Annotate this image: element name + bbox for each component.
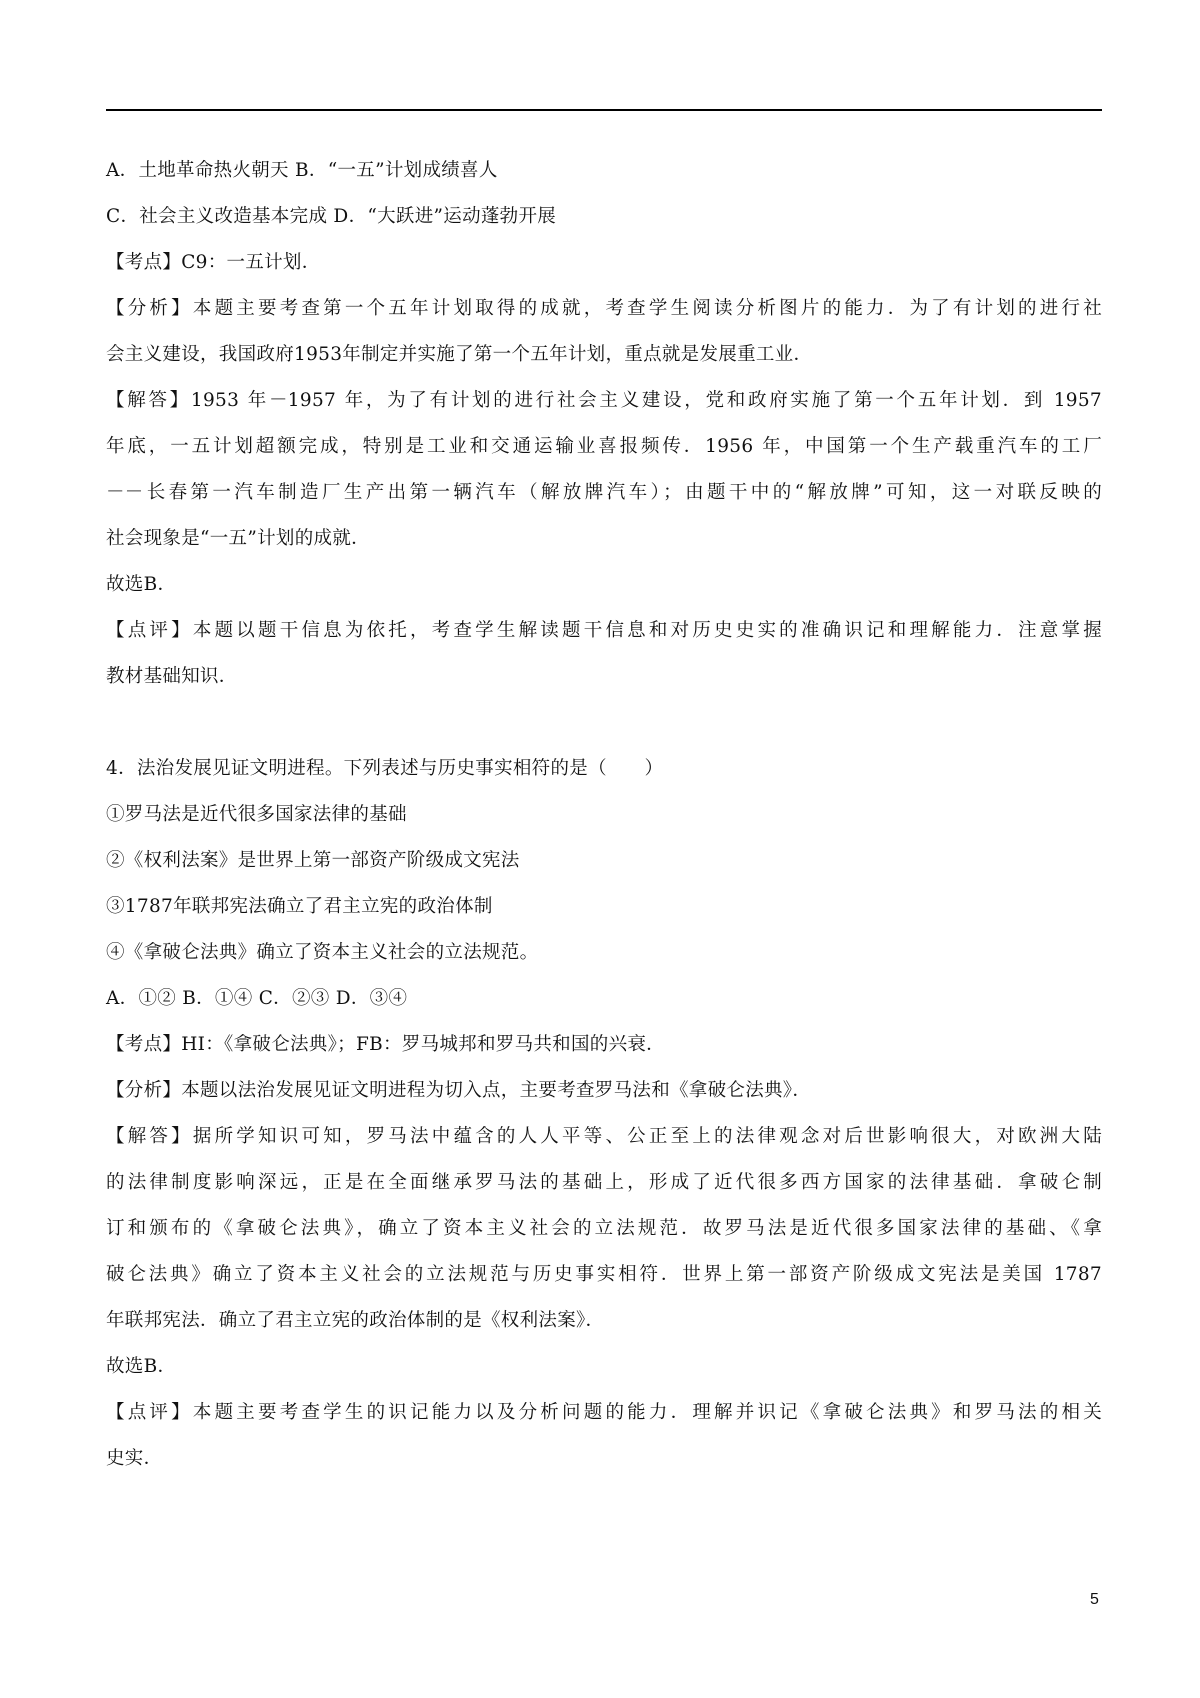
q4-dianping-line-2: 史实． — [106, 1448, 163, 1469]
q3-option-line-ab: A．土地革命热火朝天 B．“一五”计划成绩喜人 — [106, 160, 498, 181]
q4-fenxi: 【分析】本题以法治发展见证文明进程为切入点，主要考查罗马法和《拿破仑法典》． — [106, 1080, 812, 1101]
q3-fenxi-line-2: 会主义建设，我国政府1953年制定并实施了第一个五年计划，重点就是发展重工业． — [106, 344, 813, 365]
q4-statement-4: ④《拿破仑法典》确立了资本主义社会的立法规范。 — [106, 942, 539, 963]
header-rule — [106, 109, 1102, 111]
q3-jieda-line-3: －－长春第一汽车制造厂生产出第一辆汽车（解放牌汽车）；由题干中的“解放牌”可知，这一对联反映的 — [106, 482, 1102, 503]
q4-kaodian: 【考点】HI：《拿破仑法典》；FB：罗马城邦和罗马共和国的兴衰． — [106, 1034, 665, 1055]
q3-kaodian: 【考点】C9：一五计划． — [106, 252, 321, 273]
q4-jieda-line-5: 年联邦宪法．确立了君主立宪的政治体制的是《权利法案》． — [106, 1310, 605, 1331]
q4-jieda-line-3: 订和颁布的《拿破仑法典》，确立了资本主义社会的立法规范．故罗马法是近代很多国家法律的基础、《拿 — [106, 1218, 1102, 1239]
q3-dianping-line-2: 教材基础知识． — [106, 666, 238, 687]
q4-jieda-line-4: 破仑法典》确立了资本主义社会的立法规范与历史事实相符．世界上第一部资产阶级成文宪法是美国 1787 — [106, 1264, 1102, 1285]
q4-statement-3: ③1787年联邦宪法确立了君主立宪的政治体制 — [106, 896, 493, 917]
q4-dianping-line-1: 【点评】本题主要考查学生的识记能力以及分析问题的能力．理解并识记《拿破仑法典》和罗马法的相关 — [106, 1402, 1102, 1423]
section-gap — [106, 700, 1102, 746]
page-number: 5 — [1090, 1591, 1099, 1608]
q4-statement-1: ①罗马法是近代很多国家法律的基础 — [106, 804, 407, 825]
document-body — [106, 148, 1102, 1482]
q4-options: A．①② B．①④ C．②③ D．③④ — [106, 988, 408, 1009]
q4-stem: 4．法治发展见证文明进程。下列表述与历史事实相符的是（ ） — [106, 758, 664, 779]
q3-option-line-cd: C．社会主义改造基本完成 D．“大跃进”运动蓬勃开展 — [106, 206, 557, 227]
q4-answer: 故选B． — [106, 1356, 177, 1377]
q4-jieda-line-1: 【解答】据所学知识可知，罗马法中蕴含的人人平等、公正至上的法律观念对后世影响很大，对欧洲大陆 — [106, 1126, 1102, 1147]
q4-jieda-line-2: 的法律制度影响深远，正是在全面继承罗马法的基础上，形成了近代很多西方国家的法律基础．拿破仑制 — [106, 1172, 1102, 1193]
q3-fenxi-line-1: 【分析】本题主要考查第一个五年计划取得的成就，考查学生阅读分析图片的能力．为了有计划的进行社 — [106, 298, 1102, 319]
q4-statement-2: ②《权利法案》是世界上第一部资产阶级成文宪法 — [106, 850, 520, 871]
q3-jieda-line-4: 社会现象是“一五”计划的成就． — [106, 528, 370, 549]
q3-answer: 故选B． — [106, 574, 177, 595]
q3-jieda-line-2: 年底，一五计划超额完成，特别是工业和交通运输业喜报频传．1956 年，中国第一个生产载重汽车的工厂 — [106, 436, 1102, 457]
q3-jieda-line-1: 【解答】1953 年－1957 年，为了有计划的进行社会主义建设，党和政府实施了第一个五年计划．到 1957 — [106, 390, 1102, 411]
q3-dianping-line-1: 【点评】本题以题干信息为依托，考查学生解读题干信息和对历史史实的准确识记和理解能力．注意掌握 — [106, 620, 1102, 641]
